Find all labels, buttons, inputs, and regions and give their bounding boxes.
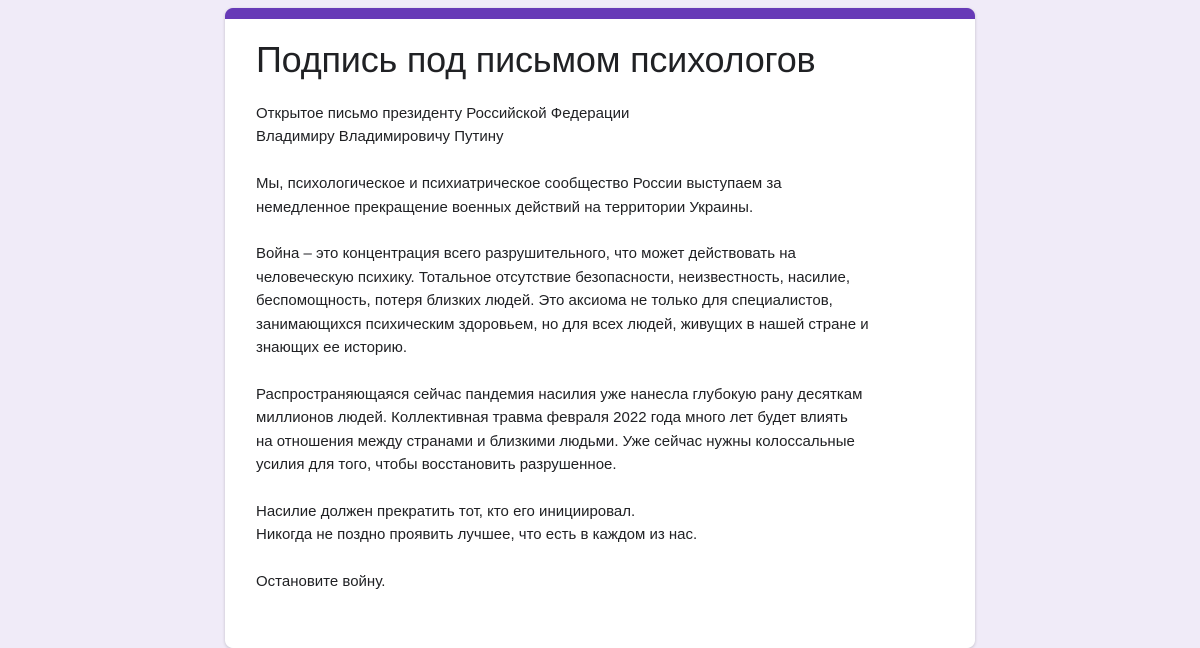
form-accent-bar — [225, 8, 975, 19]
description-line: человеческую психику. Тотальное отсутствие безопасности, неизвестность, насилие, — [256, 268, 851, 286]
description-line: миллионов людей. Коллективная травма февраля 2022 года много лет будет влиять — [256, 409, 848, 427]
description-paragraph-address — [256, 102, 955, 149]
description-line: знающих ее историю. — [256, 339, 408, 357]
form-header-card — [225, 8, 975, 648]
form-description — [256, 102, 955, 593]
description-paragraph-statement — [256, 172, 955, 219]
form-title: Подпись под письмом психологов — [256, 39, 816, 80]
description-line: Открытое письмо президенту Российской Федерации — [256, 105, 630, 122]
description-paragraph-appeal — [256, 500, 955, 547]
description-line: Распространяющаяся сейчас пандемия насилия уже нанесла глубокую рану десяткам — [256, 385, 863, 403]
description-line: Война – это концентрация всего разрушительного, что может действовать на — [256, 245, 796, 263]
description-paragraph-war — [256, 242, 955, 359]
description-line: усилия для того, чтобы восстановить разрушенное. — [256, 456, 617, 474]
description-line: Никогда не поздно проявить лучшее, что есть в каждом из нас. — [256, 526, 698, 544]
description-line: беспомощность, потеря близких людей. Это аксиома не только для специалистов, — [256, 292, 833, 310]
description-paragraph-closing — [256, 570, 955, 593]
description-line: Остановите войну. — [256, 573, 386, 591]
description-line: Мы, психологическое и психиатрическое сообщество России выступаем за — [256, 175, 782, 193]
description-line: Насилие должен прекратить тот, кто его инициировал. — [256, 502, 636, 520]
form-header-content — [256, 38, 955, 593]
description-paragraph-trauma — [256, 383, 955, 477]
description-line: на отношения между странами и близкими людьми. Уже сейчас нужны колоссальные — [256, 432, 855, 450]
description-line: Владимиру Владимировичу Путину — [256, 128, 504, 146]
description-line: занимающихся психическим здоровьем, но для всех людей, живущих в нашей стране и — [256, 315, 869, 333]
description-line: немедленное прекращение военных действий на территории Украины. — [256, 198, 754, 216]
